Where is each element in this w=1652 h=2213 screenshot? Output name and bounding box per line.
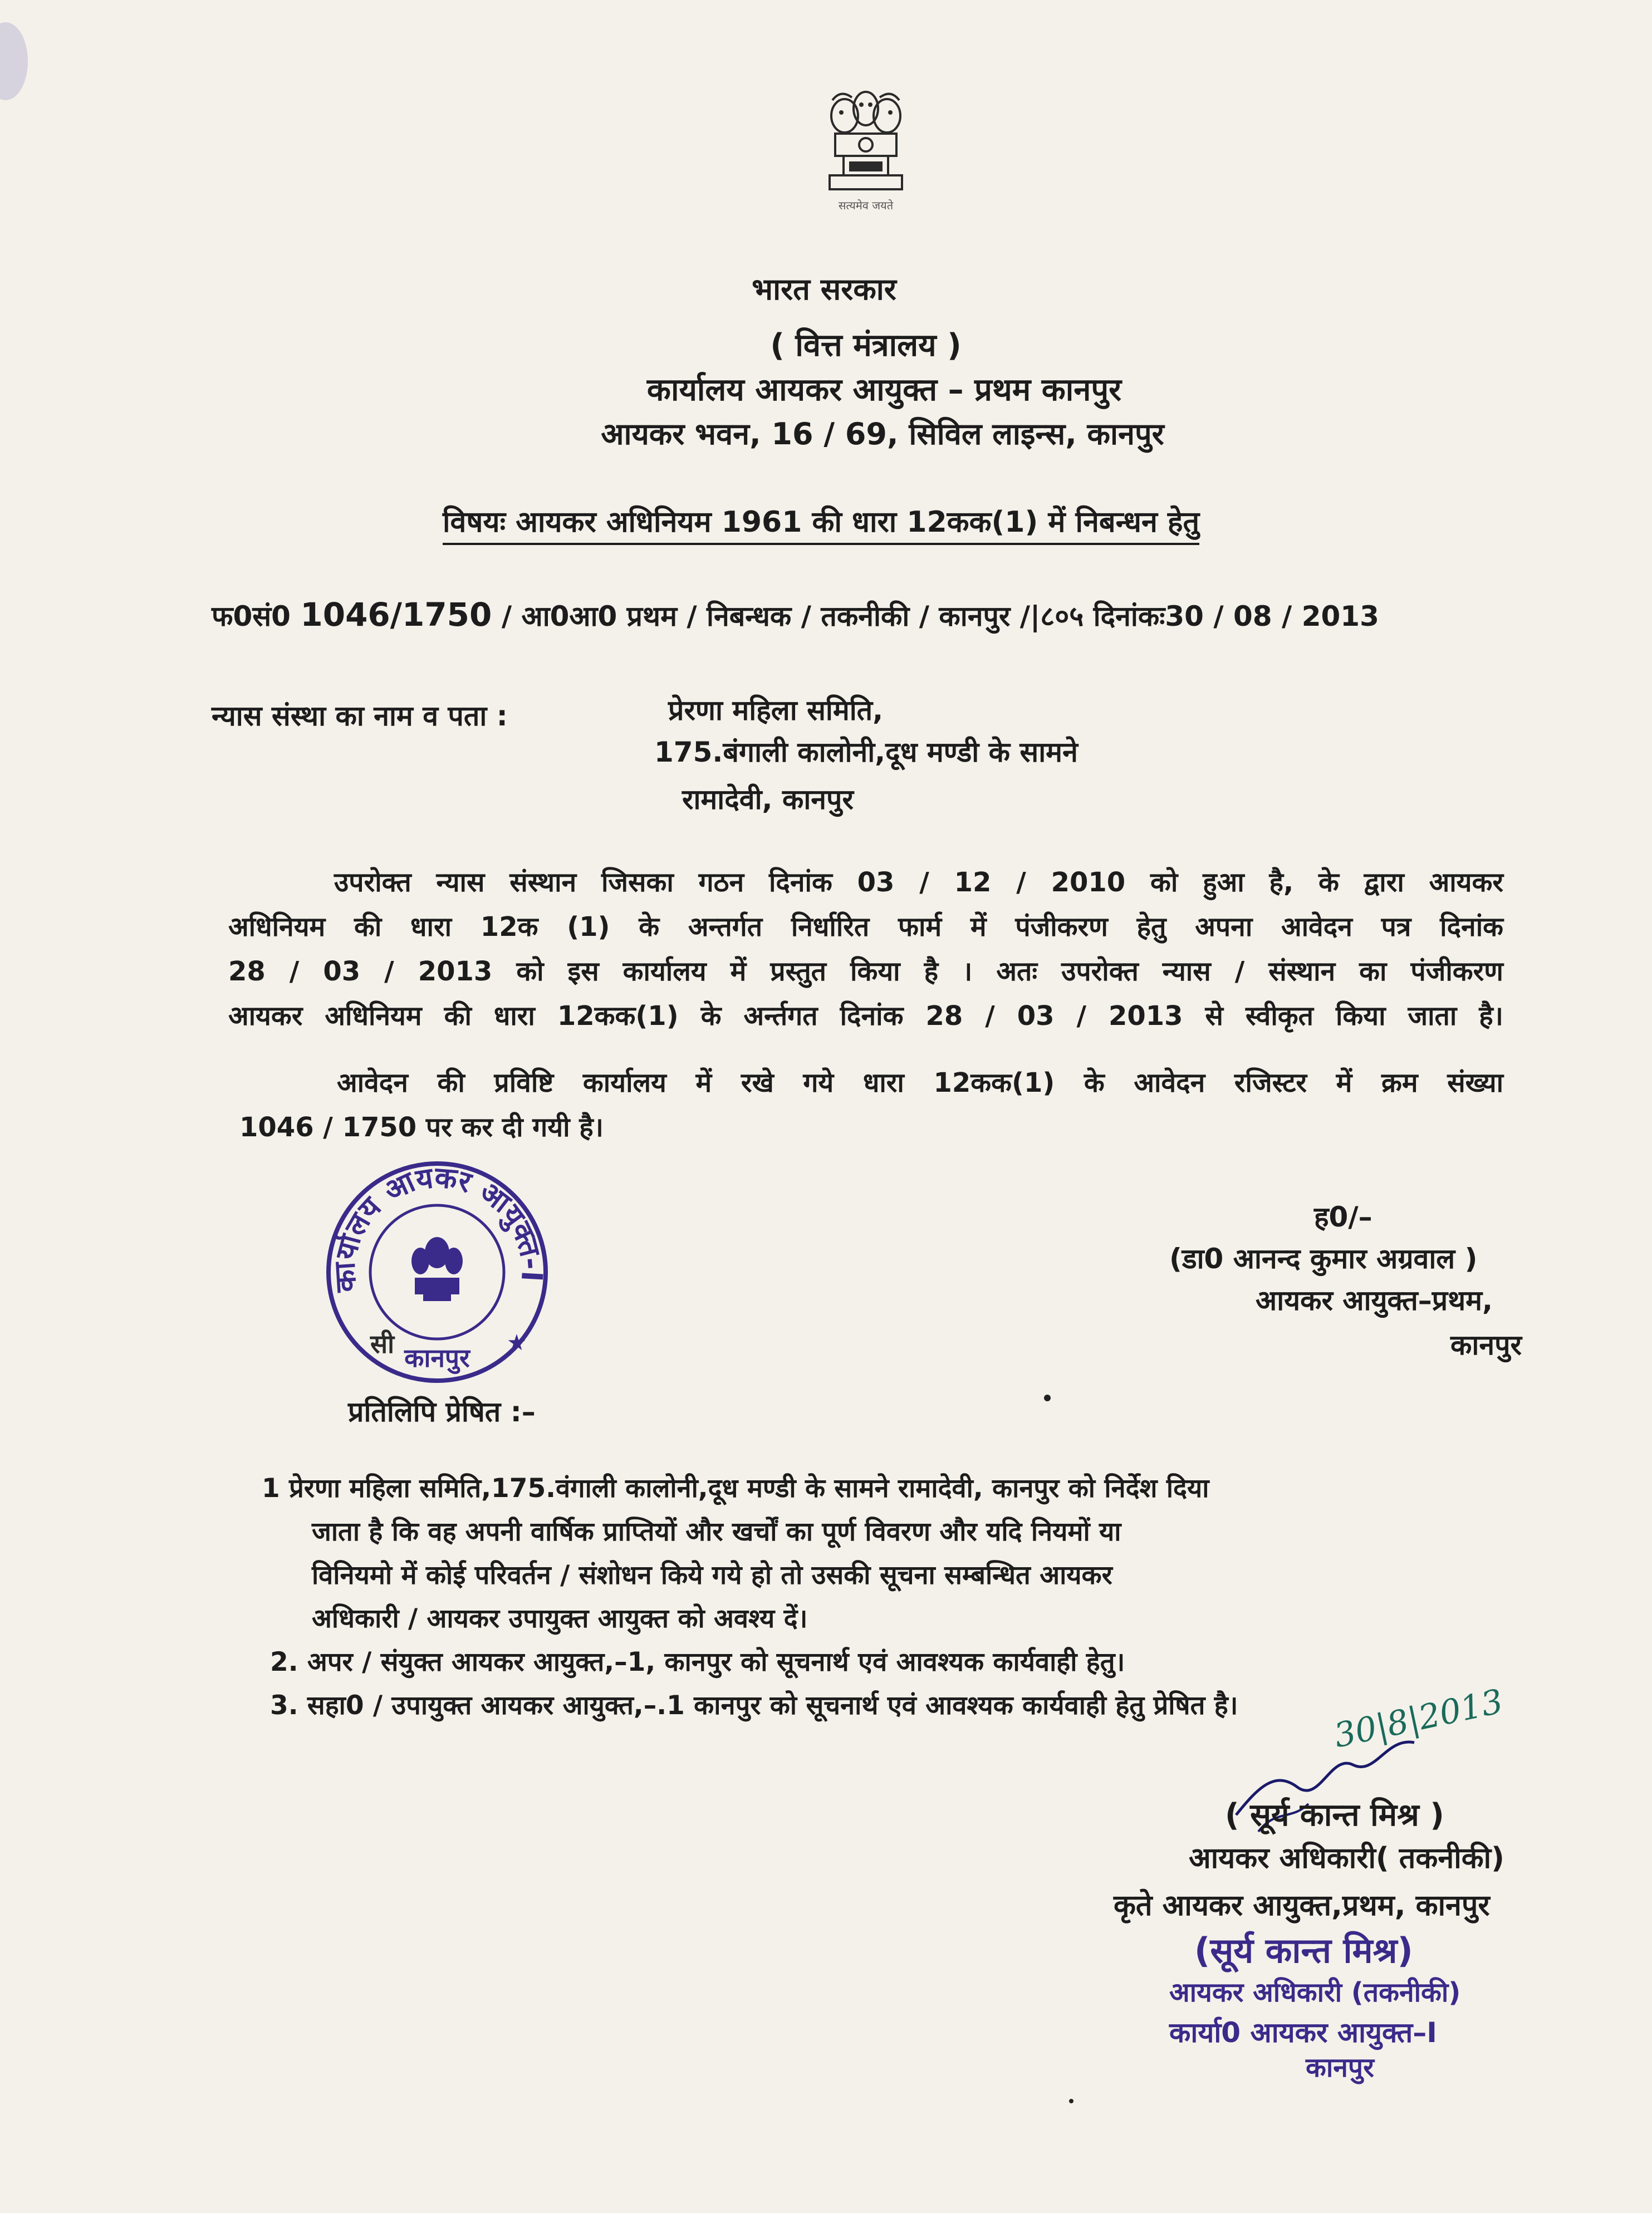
reference-details: / आ0आ0 प्रथम / निबन्धक / तकनीकी / कानपुर /|८०५ दिनांकः30 / 08 / 2013 [492, 600, 1379, 632]
seal-ring-text: कार्यालय आयकर आयुक्त-I [328, 1161, 548, 1293]
copy-list-item: 2. अपर / संयुक्त आयकर आयुक्त,–1, कानपुर को सूचनार्थ एवं आवश्यक कार्यवाही हेतु। [270, 1647, 1125, 1677]
commissioner-designation: आयकर आयुक्त–प्रथम, [1256, 1284, 1493, 1317]
copy-list-item: 1 प्रेरणा महिला समिति,175.वंगाली कालोनी,दूध मण्डी के सामने रामादेवी, कानपुर को निर्देश दिया [262, 1473, 1209, 1504]
officer-stamp-office: कार्या0 आयकर आयुक्त–I [1169, 2016, 1437, 2049]
handwritten-date: 30|8|2013 [1331, 1682, 1507, 1756]
ink-speck [1069, 2099, 1073, 2103]
copy-list [262, 1467, 1520, 1728]
officer-stamp-name: (सूर्य कान्त मिश्र) [1194, 1930, 1413, 1971]
office-seal [317, 1152, 557, 1392]
subject-line: विषयः आयकर अधिनियम 1961 की धारा 12कक(1) में निबन्धन हेतु [443, 501, 1199, 545]
seal-star-icon: ★ [507, 1330, 527, 1356]
paragraph-line: आयकर अधिनियम की धारा 12कक(1) के अर्न्तगत दिनांक 28 / 03 / 2013 से स्वीकृत किया जाता है। [228, 1000, 1503, 1032]
officer-name: ( सूर्य कान्त मिश्र ) [1225, 1797, 1444, 1833]
trust-address-line: प्रेरणा महिला समिति, [668, 694, 884, 727]
trust-label: न्यास संस्था का नाम व पता : [212, 700, 508, 732]
paragraph-line: 1046 / 1750 पर कर दी गयी है। [239, 1112, 604, 1143]
copy-to-heading: प्रतिलिपि प्रेषित :– [348, 1396, 536, 1428]
officer-stamp-designation: आयकर अधिकारी (तकनीकी) [1169, 1977, 1461, 2008]
commissioner-name: (डा0 आनन्द कुमार अग्रवाल ) [1169, 1243, 1478, 1275]
scan-mark [0, 22, 28, 100]
officer-designation: आयकर अधिकारी( तकनीकी) [1189, 1842, 1504, 1875]
reference-file-number: 1046/1750 [300, 596, 492, 634]
seal-emblem-icon [411, 1237, 463, 1301]
trust-address-line: 175.बंगाली कालोनी,दूध मण्डी के सामने [654, 736, 1078, 768]
body-paragraph [228, 1061, 1503, 1150]
reference-number [212, 596, 1379, 634]
ink-speck [1044, 1395, 1051, 1401]
officer-stamp-city: कानपुर [1306, 2052, 1374, 2083]
national-emblem-icon [810, 78, 921, 206]
trust-address-line: रामादेवी, कानपुर [682, 783, 854, 816]
body-paragraph [228, 860, 1503, 1038]
paragraph-line: उपरोक्त न्यास संस्थान जिसका गठन दिनांक 03 / 12 / 2010 को हुआ है, के द्वारा आयकर [334, 867, 1503, 898]
emblem-caption: सत्यमेव जयते [838, 199, 894, 212]
commissioner-city: कानपुर [1450, 1329, 1522, 1361]
ministry-heading: ( वित्त मंत्रालय ) [770, 327, 962, 364]
seal-bottom-text: कानपुर [404, 1343, 470, 1373]
copy-list-item-continued: अधिकारी / आयकर उपायुक्त आयुक्त को अवश्य दें। [312, 1603, 808, 1634]
copy-list-item: 3. सहा0 / उपायुक्त आयकर आयुक्त,–.1 कानपुर को सूचनार्थ एवं आवश्यक कार्यवाही हेतु प्रेषित है। [270, 1690, 1238, 1721]
paragraph-line: 28 / 03 / 2013 को इस कार्यालय में प्रस्तुत किया है । अतः उपरोक्त न्यास / संस्थान का पंजीकरण [228, 956, 1503, 987]
reference-prefix: फ0सं0 [212, 600, 291, 632]
paragraph-line: अधिनियम की धारा 12क (1) के अन्तर्गत निर्धारित फार्म में पंजीकरण हेतु अपना आवेदन पत्र दिनांक [228, 911, 1503, 943]
signed-mark: ह0/– [1314, 1201, 1372, 1233]
seal-overwrite-text: सी [370, 1329, 395, 1359]
officer-office: कृते आयकर आयुक्त,प्रथम, कानपुर [1114, 1889, 1490, 1922]
government-heading: भारत सरकार [752, 272, 896, 307]
office-heading: कार्यालय आयकर आयुक्त – प्रथम कानपुर [646, 372, 1122, 408]
office-address: आयकर भवन, 16 / 69, सिविल लाइन्स, कानपुर [601, 416, 1164, 452]
copy-list-item-continued: जाता है कि वह अपनी वार्षिक प्राप्तियों और खर्चों का पूर्ण विवरण और यदि नियमों या [312, 1517, 1121, 1547]
copy-list-item-continued: विनियमो में कोई परिवर्तन / संशोधन किये गये हो तो उसकी सूचना सम्बन्धित आयकर [312, 1560, 1112, 1591]
paragraph-line: आवेदन की प्रविष्टि कार्यालय में रखे गये धारा 12कक(1) के आवेदन रजिस्टर में क्रम संख्या [337, 1067, 1503, 1098]
